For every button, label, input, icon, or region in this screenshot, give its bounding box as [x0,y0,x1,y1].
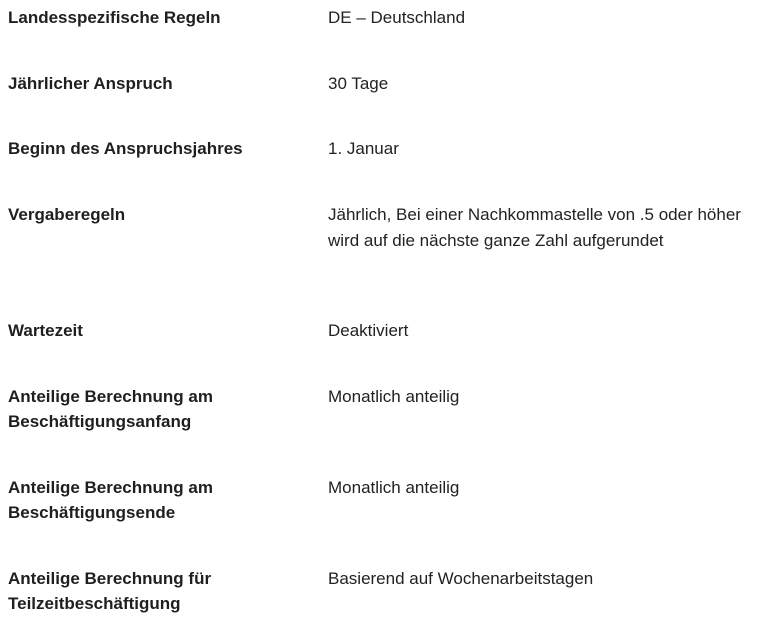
setting-value: Monatlich anteilig [328,478,460,497]
setting-value: Monatlich anteilig [328,387,460,406]
setting-label: Beginn des Anspruchsjahres [8,139,243,158]
setting-value: 30 Tage [328,74,389,93]
setting-value: Deaktiviert [328,321,409,340]
setting-value: Jährlich, Bei einer Nachkommastelle von .5 oder höher wird auf die nächste ganze Zahl aufgerundet [328,205,741,250]
setting-value: Basierend auf Wochenarbeitstagen [328,569,594,588]
setting-label: Wartezeit [8,321,83,340]
setting-label: Anteilige Berechnung am Beschäftigungsanfang [8,387,213,431]
setting-label: Anteilige Berechnung am Beschäftigungsende [8,478,213,522]
setting-value: DE – Deutschland [328,8,466,27]
setting-label: Jährlicher Anspruch [8,74,173,93]
setting-label: Landesspezifische Regeln [8,8,221,27]
setting-label: Anteilige Berechnung für Teilzeitbeschäftigung [8,569,212,613]
setting-value: 1. Januar [328,139,399,158]
setting-label: Vergaberegeln [8,205,126,224]
